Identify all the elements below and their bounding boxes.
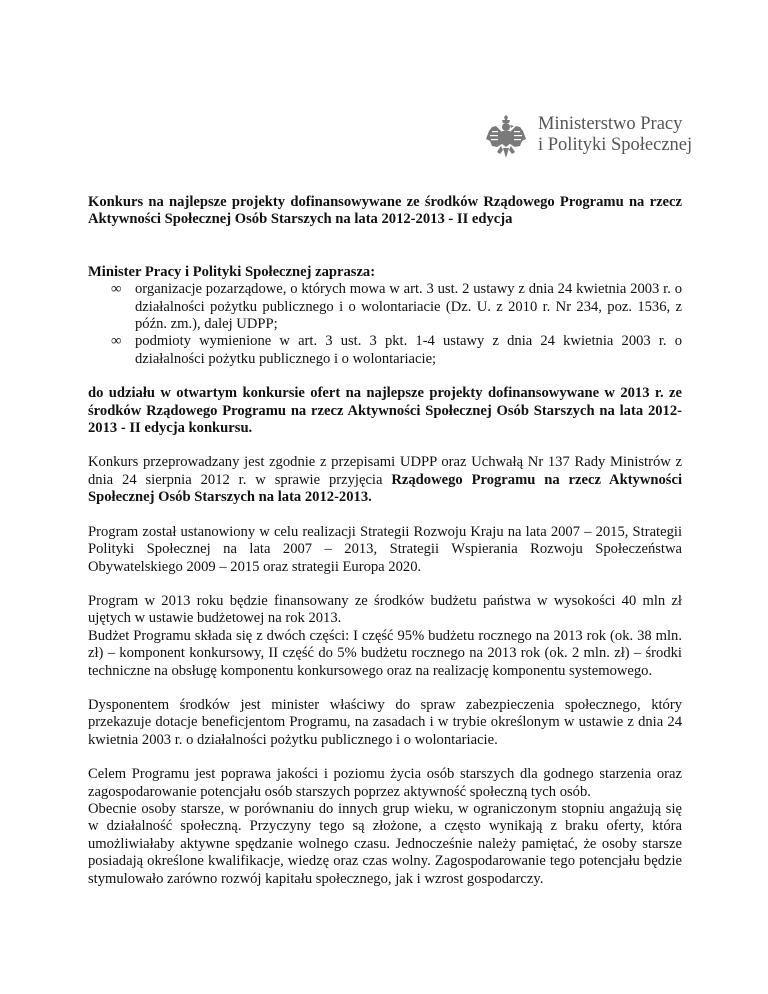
legal-basis-paragraph bbox=[88, 454, 682, 506]
list-item bbox=[88, 281, 682, 333]
ministry-logo bbox=[484, 110, 693, 162]
logo-wordmark bbox=[538, 114, 692, 156]
financing-paragraph: Program w 2013 roku będzie finansowany ze środków budżetu państwa w wysokości 40 mln zł ujętych w ustawie budżetowej na rok 2013. bbox=[88, 592, 682, 627]
current-state-paragraph: Obecnie osoby starsze, w porównaniu do innych grup wieku, w ograniczonym stopniu angażują się w działalność społeczną. Przyczyny tego są złożone, a często wynikają z braku oferty, która umożliwiałaby aktywne spędzanie wolnego czasu. Jednocześnie należy pamiętać, że osoby starsze posiadają określone kwalifikacje, wiedzę oraz czas wolny. Zagospodarowanie tego potencjału będzie stymulowało zarówno rozwój kapitału społecznego, jak i wzrost gospodarczy. bbox=[88, 800, 682, 887]
bullet-symbol: ∞ bbox=[111, 333, 122, 350]
list-item-text: organizacje pozarządowe, o których mowa w art. 3 ust. 2 ustawy z dnia 24 kwietnia 2003 r. o działalności pożytku publicznego i o wolontariacie (Dz. U. z 2010 r. Nr 234, poz. 1536, z późn. zm.), dalej UDPP; bbox=[135, 281, 682, 333]
logo-line-2: i Polityki Społecznej bbox=[538, 135, 693, 155]
legal-basis-text: Konkurs przeprowadzany jest zgodnie z przepisami UDPP oraz Uchwałą Nr 137 Rady Ministrów z dnia 24 sierpnia 2012 r. w sprawie przyjęcia bbox=[88, 454, 682, 488]
document-body bbox=[88, 194, 682, 888]
program-name-bold: Rządowego Programu na rzecz Aktywności Społecznej Osób Starszych na lata 2012-2013. bbox=[88, 471, 683, 506]
goal-paragraph: Celem Programu jest poprawa jakości i poziomu życia osób starszych dla godnego starzenia oraz zagospodarowanie potencjału osób starszych poprzez aktywność społeczną tych osób. bbox=[88, 766, 682, 800]
eligible-entities-list bbox=[88, 281, 682, 368]
document-title: Konkurs na najlepsze projekty dofinansowywane ze środków Rządowego Programu na rzecz Aktywności Społecznej Osób Starszych na lata 2012-2013 - II edycja bbox=[88, 194, 682, 228]
invite-heading: Minister Pracy i Polityki Społecznej zaprasza: bbox=[88, 263, 376, 280]
program-established-paragraph: Program został ustanowiony w celu realizacji Strategii Rozwoju Kraju na lata 2007 – 2015, Strategii Polityki Społecznej na lata 2007 – 2013, Strategii Wspierania Rozwoju Społeczeństwa Obywatelskiego 2009 – 2015 oraz strategii Europa 2020. bbox=[88, 523, 682, 575]
bullet-symbol: ∞ bbox=[111, 281, 122, 298]
participation-paragraph: do udziału w otwartym konkursie ofert na najlepsze projekty dofinansowywane w 2013 r. ze środków Rządowego Programu na rzecz Aktywności Społecznej Osób Starszych na lata 2012-2013 - II edycja konkursu. bbox=[88, 385, 682, 437]
budget-parts-paragraph: Budżet Programu składa się z dwóch części: I część 95% budżetu rocznego na 2013 rok (ok. 38 mln. zł) – komponent konkursowy, II część do 5% budżetu rocznego na 2013 rok (ok. 2 mln. zł) – środki techniczne na obsługę komponentu konkursowego oraz na realizację komponentu systemowego. bbox=[88, 627, 682, 679]
disposer-paragraph: Dysponentem środków jest minister właściwy do spraw zabezpieczenia społecznego, który przekazuje dotacje beneficjentom Programu, na zasadach i w trybie określonym w ustawie z dnia 24 kwietnia 2003 r. o działalności pożytku publicznego i o wolontariacie. bbox=[88, 696, 682, 748]
list-item bbox=[88, 333, 682, 368]
polish-eagle-icon bbox=[484, 114, 528, 160]
logo-line-1: Ministerstwo Pracy bbox=[538, 114, 683, 134]
list-item-text: podmioty wymienione w art. 3 ust. 3 pkt. 1-4 ustawy z dnia 24 kwietnia 2003 r. o działalności pożytku publicznego i o wolontariacie; bbox=[135, 333, 682, 367]
